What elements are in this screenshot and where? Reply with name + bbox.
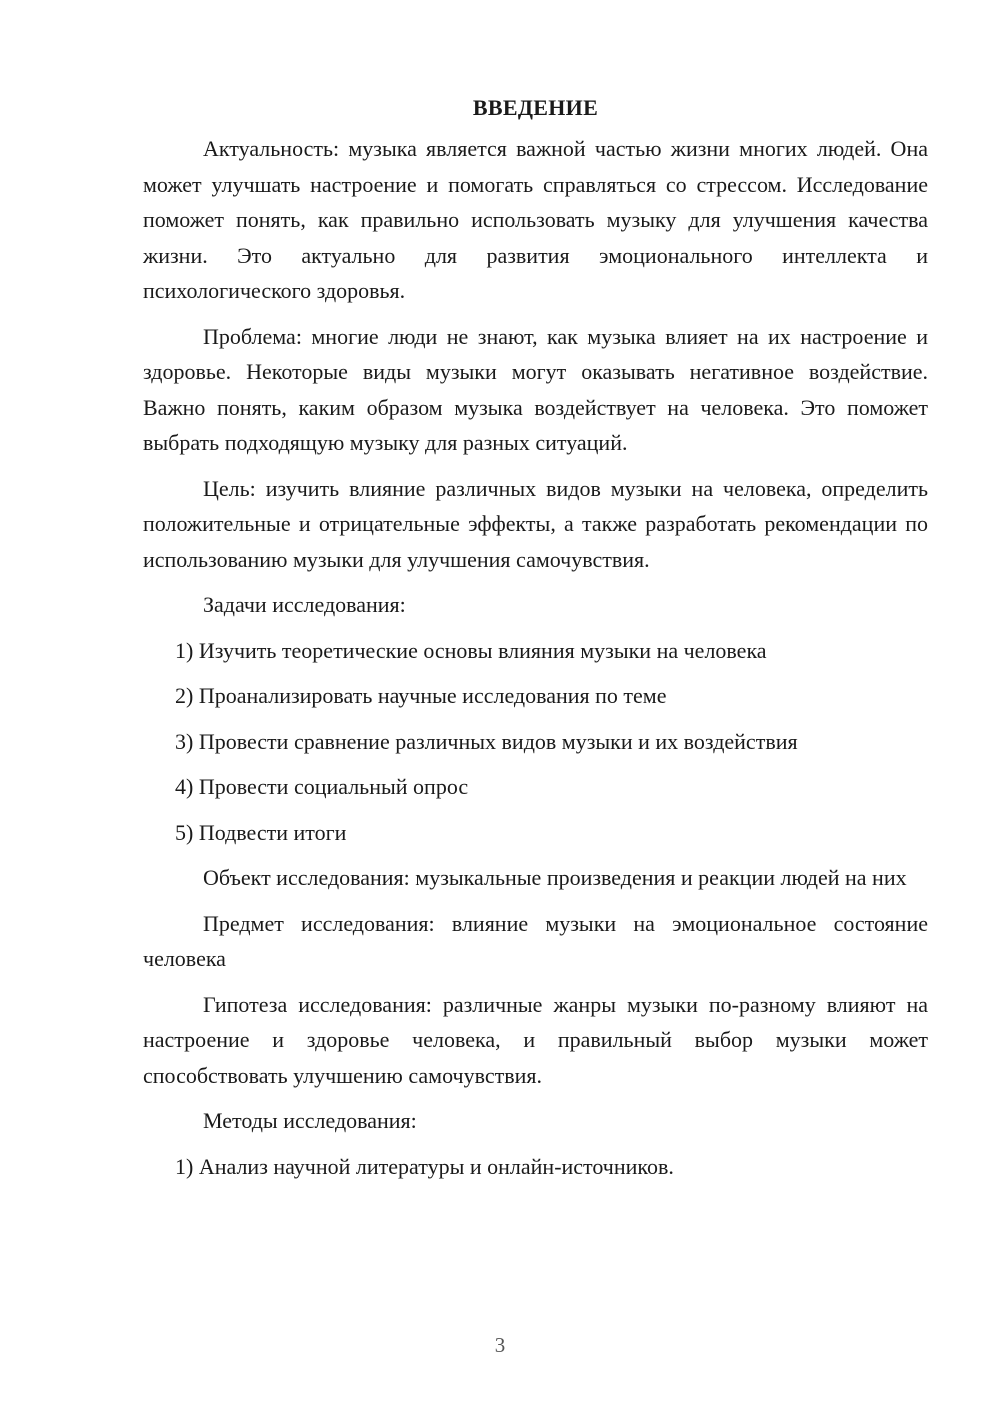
task-item: 5) Подвести итоги	[175, 819, 347, 845]
task-item: 3) Провести сравнение различных видов музыки и их воздействия	[175, 728, 798, 754]
page-number: 3	[494, 1333, 506, 1357]
task-item: 4) Провести социальный опрос	[175, 774, 469, 799]
object-paragraph: Объект исследования: музыкальные произведения и реакции людей на них	[203, 865, 907, 890]
subject-paragraph: Предмет исследования: влияние музыки на эмоциональное состояние человека	[143, 910, 928, 971]
method-item: 1) Анализ научной литературы и онлайн-источников.	[175, 1153, 674, 1179]
task-item: 2) Проанализировать научные исследования по теме	[175, 683, 667, 708]
methods-heading: Методы исследования:	[203, 1108, 417, 1133]
goal-paragraph: Цель: изучить влияние различных видов музыки на человека, определить положительные и отрицательные эффекты, а также разработать рекомендации по использованию музыки для улучшения самочувствия.	[143, 475, 928, 572]
relevance-paragraph: Актуальность: музыка является важной частью жизни многих людей. Она может улучшать настроение и помогать справляться со стрессом. Исследование поможет понять, как правильно использовать музыку для улучшения качества жизни. Это актуально для развития эмоционального интеллекта и психологического здоровья.	[143, 136, 928, 303]
problem-paragraph: Проблема: многие люди не знают, как музыка влияет на их настроение и здоровье. Некоторые виды музыки могут оказывать негативное воздействие. Важно понять, каким образом музыка воздействует на человека. Это поможет выбрать подходящую музыку для разных ситуаций.	[143, 323, 928, 455]
tasks-heading: Задачи исследования:	[203, 592, 406, 617]
hypothesis-paragraph: Гипотеза исследования: различные жанры музыки по-разному влияют на настроение и здоровье человека, и правильный выбор музыки может способствовать улучшению самочувствия.	[143, 991, 928, 1088]
task-item: 1) Изучить теоретические основы влияния музыки на человека	[175, 637, 767, 663]
document-page	[143, 90, 928, 1194]
page-title: ВВЕДЕНИЕ	[472, 95, 599, 120]
